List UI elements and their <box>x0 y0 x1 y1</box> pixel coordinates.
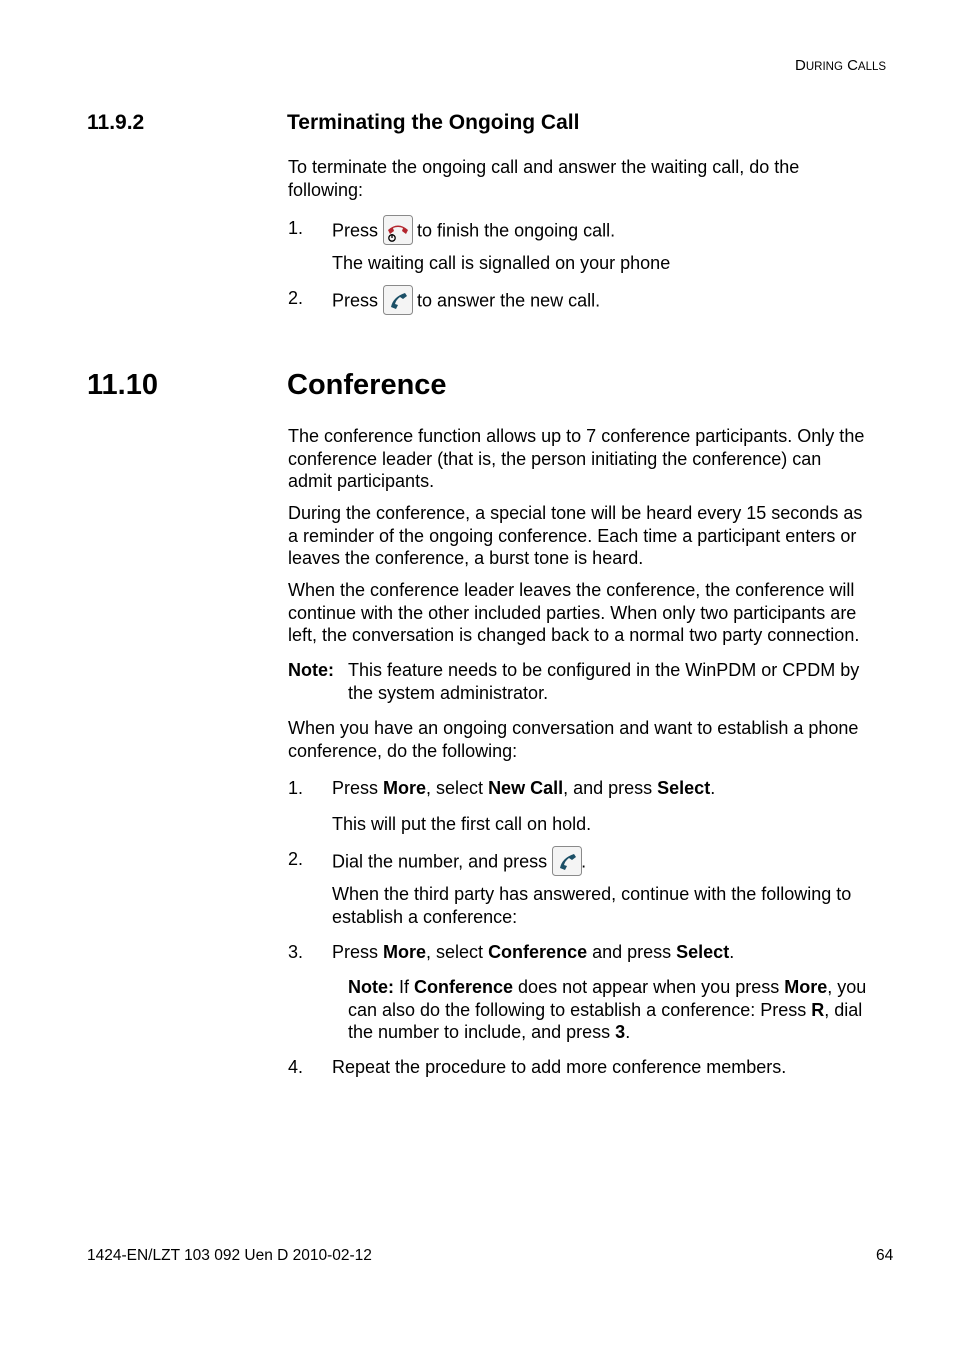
step-number: 3. <box>288 942 304 962</box>
end-call-icon <box>383 215 412 244</box>
step-text: Press More, select Conference and press Select. <box>332 942 735 962</box>
step-text: Press to finish the ongoing call. <box>332 217 615 246</box>
intro-paragraph: To terminate the ongoing call and answer the waiting call, do the following: <box>288 157 800 200</box>
step-note: This will put the first call on hold. <box>332 814 592 834</box>
section-title: Conference <box>287 369 447 401</box>
section-number: 11.9.2 <box>87 111 145 134</box>
note-label: Note: <box>348 977 394 997</box>
note-text: This feature needs to be configured in the WinPDM or CPDM by the system administrator. <box>348 660 860 703</box>
step-number: 4. <box>288 1057 304 1077</box>
page-number: 64 <box>876 1247 894 1264</box>
step-note: The waiting call is signalled on your phone <box>332 253 671 273</box>
step-text: Repeat the procedure to add more conference members. <box>332 1057 787 1077</box>
step-text: Dial the number, and press . <box>332 848 586 877</box>
paragraph: During the conference, a special tone will be heard every 15 seconds as a reminder of the ongoing conference. Each time a participant enters or leaves the conference, a burst tone is heard. <box>288 503 863 569</box>
step-number: 1. <box>288 218 304 238</box>
paragraph: The conference function allows up to 7 conference participants. Only the conference leader (that is, the person initiating the conference) can admit participants. <box>288 426 865 492</box>
footer-doc-id: 1424-EN/LZT 103 092 Uen D 2010-02-12 <box>87 1247 372 1264</box>
step-text: Press More, select New Call, and press Select. <box>332 778 716 798</box>
section-title: Terminating the Ongoing Call <box>287 111 580 134</box>
paragraph: When you have an ongoing conversation and want to establish a phone conference, do the following: <box>288 718 859 761</box>
paragraph: When the conference leader leaves the conference, the conference will continue with the other included parties. When only two participants are left, the conversation is changed back to a normal two party connection. <box>288 580 860 646</box>
step-number: 2. <box>288 849 304 869</box>
step-number: 1. <box>288 778 304 798</box>
note-label: Note: <box>288 660 334 680</box>
note-text: Note: If Conference does not appear when you press More, you can also do the following to establish a conference: Press R, dial the number to include, and press 3. <box>348 977 867 1043</box>
answer-call-icon <box>383 285 412 314</box>
step-text: Press to answer the new call. <box>332 287 600 316</box>
section-number: 11.10 <box>87 369 158 401</box>
step-number: 2. <box>288 288 304 308</box>
running-header: DURING CALLS <box>795 57 887 74</box>
step-note: When the third party has answered, continue with the following to establish a conference: <box>332 884 852 927</box>
answer-call-icon <box>552 846 581 875</box>
